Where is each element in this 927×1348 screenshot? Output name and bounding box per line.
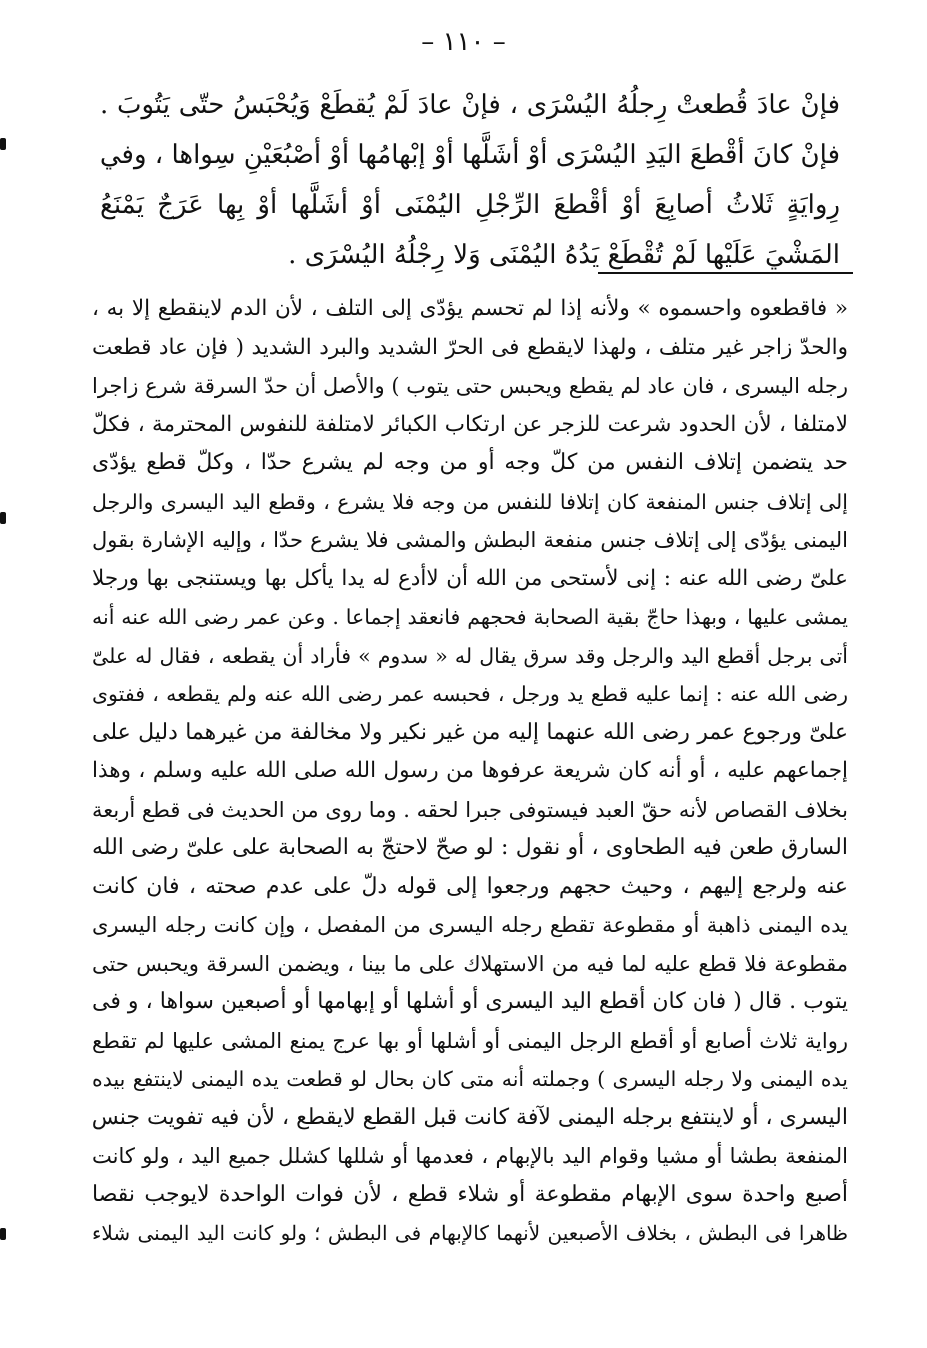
commentary-line: يمشى عليها ، وبهذا حاجّ بقية الصحابة فحجهم فانعقد إجماعا . وعن عمر رضى الله عنه أنه — [92, 605, 848, 629]
main-text-line: فإنْ عادَ قُطعتْ رِجلُهُ اليُسْرَى ، فإنْ عادَ لَمْ يُقطَعْ وَيُحْبَسُ حتّى يَتُوبَ . — [100, 90, 840, 120]
commentary-line: مقطوعة فلا قطع عليه لما فيه من الاستهلاك على ما بينا ، ويضمن السرقة ويحبس حتى — [92, 951, 848, 976]
margin-mark — [0, 138, 6, 150]
commentary-line: حد يتضمن إتلاف النفس من كلّ وجه أو من وجه لم يشرع حدّا ، وكلّ قطع يؤدّى — [92, 450, 848, 475]
margin-mark — [0, 512, 6, 524]
commentary-text — [92, 290, 848, 1253]
section-divider — [598, 272, 853, 274]
margin-mark — [0, 1228, 6, 1240]
commentary-line: « فاقطعوه واحسموه » ولأنه إذا لم تحسم يؤدّى إلى التلف ، لأن الدم لاينقطع إلا به ، — [92, 296, 848, 321]
commentary-line: السارق طعن فيه الطحاوى ، أو نقول : لو صحّ لاحتجّ به الصحابة على علىّ رضى الله — [92, 835, 848, 860]
commentary-line: علىّ ورجوع عمر رضى الله عنهما إليه من غير نكير ولا مخالفة من غيرهما دليل على — [92, 719, 848, 745]
main-text-line: فإنْ كانَ أقْطعَ اليَدِ اليُسْرَى أوْ أشَلَّها أوْ إبْهامُها أوْ أصْبُعَيْنِ سِواها ، وفي — [100, 140, 840, 170]
commentary-line: علىّ رضى الله عنه : إنى لأستحى من الله أن لاأدع له يدا يأكل بها ويستنجى بها ورجلا — [92, 565, 848, 591]
commentary-line: اليمنى يؤدّى إلى إتلاف جنس منفعة البطش والمشى فلا يشرع حدّا ، وإليه الإشارة بقول — [92, 528, 848, 552]
commentary-line: إلى إتلاف جنس المنفعة كان إتلافا للنفس من وجه فلا يشرع ، وقطع اليد اليسرى والرجل — [92, 489, 848, 514]
commentary-line: المنفعة بطشا أو مشيا وقوام اليد بالإبهام ، فعدمها أو شللها كشلل جميع اليد ، ولو كانت — [92, 1144, 848, 1168]
commentary-line: أتى برجل أقطع اليد والرجل وقد سرق يقال له « سدوم » فأراد أن يقطعه ، فقال له علىّ — [92, 643, 848, 668]
main-text-line: المَشْيَ عَلَيْها لَمْ تُقْطَعْ يَدُهُ اليُمْنَى وَلا رِجْلُهُ اليُسْرَى . — [288, 240, 840, 270]
commentary-line: والحدّ زاجر غير متلف ، ولهذا لايقطع فى الحرّ الشديد والبرد الشديد ( فإن عاد قطعت — [92, 334, 848, 360]
commentary-line: أصبع واحدة سوى الإبهام مقطوعة أو شلاء قطع ، لأن فوات الواحدة لايوجب نقصا — [92, 1181, 848, 1207]
commentary-line: ظاهرا فى البطش ، بخلاف الأصبعين لأنهما كالإبهام فى البطش ؛ ولو كانت اليد اليمنى شلاء — [92, 1221, 848, 1245]
main-text-line: رِوايَةٍ ثَلاثُ أصابِعَ أوْ أقْطعَ الرِّجْلِ اليُمْنَى أوْ أشَلَّها أوْ بِها عَرَجٌ يَمْنَعُ — [100, 190, 840, 220]
commentary-line: إجماعهم عليه ، أو أنه كان شريعة عرفوها من رسول الله صلى الله عليه وسلم ، وهذا — [92, 758, 848, 783]
page-number: – ١١٠ – — [421, 27, 506, 57]
commentary-line: رواية ثلاث أصابع أو أقطع الرجل اليمنى أو أشلها أو بها عرج يمنع المشى عليها لم تقطع — [92, 1028, 848, 1053]
commentary-line: يتوب . قال ( فان كان أقطع اليد اليسرى أو أشلها أو إبهامها أو أصبعين سواها ، و فى — [92, 989, 848, 1014]
commentary-line: عنه ولرجع إليهم ، وحيث حجهم ورجعوا إلى قوله دلّ على عدم صحته ، فان كانت — [92, 873, 848, 899]
commentary-line: رضى الله عنه : إنما عليه قطع يد ورجل ، فحبسه عمر رضى الله عنه ولم يقطعه ، ففتوى — [92, 682, 848, 706]
commentary-line: يده اليمنى ذاهبة أو مقطوعة تقطع رجله اليسرى من المفصل ، وإن كانت رجله اليسرى — [92, 913, 848, 937]
main-text — [100, 80, 840, 280]
commentary-line: بخلاف القصاص لأنه حقّ العبد فيستوفى جبرا لحقه . وما روى من الحديث فى قطع أربعة — [92, 797, 848, 822]
commentary-line: لامتلفا ، لأن الحدود شرعت للزجر عن ارتكاب الكبائر لامتلفة للنفوس المحترمة ، فكلّ — [92, 411, 848, 437]
commentary-line: رجله اليسرى ، فان عاد لم يقطع ويحبس حتى يتوب ) والأصل أن حدّ السرقة شرع زاجرا — [92, 374, 848, 398]
commentary-line: اليسرى ، أو لاينتفع برجله اليمنى لآفة كانت قبل القطع لايقطع ، لأن فيه تفويت جنس — [92, 1104, 848, 1130]
commentary-line: يده اليمنى ولا رجله اليسرى ) وجملته أنه متى كان بحال لو قطعت يده اليمنى لاينتفع بيده — [92, 1067, 848, 1091]
